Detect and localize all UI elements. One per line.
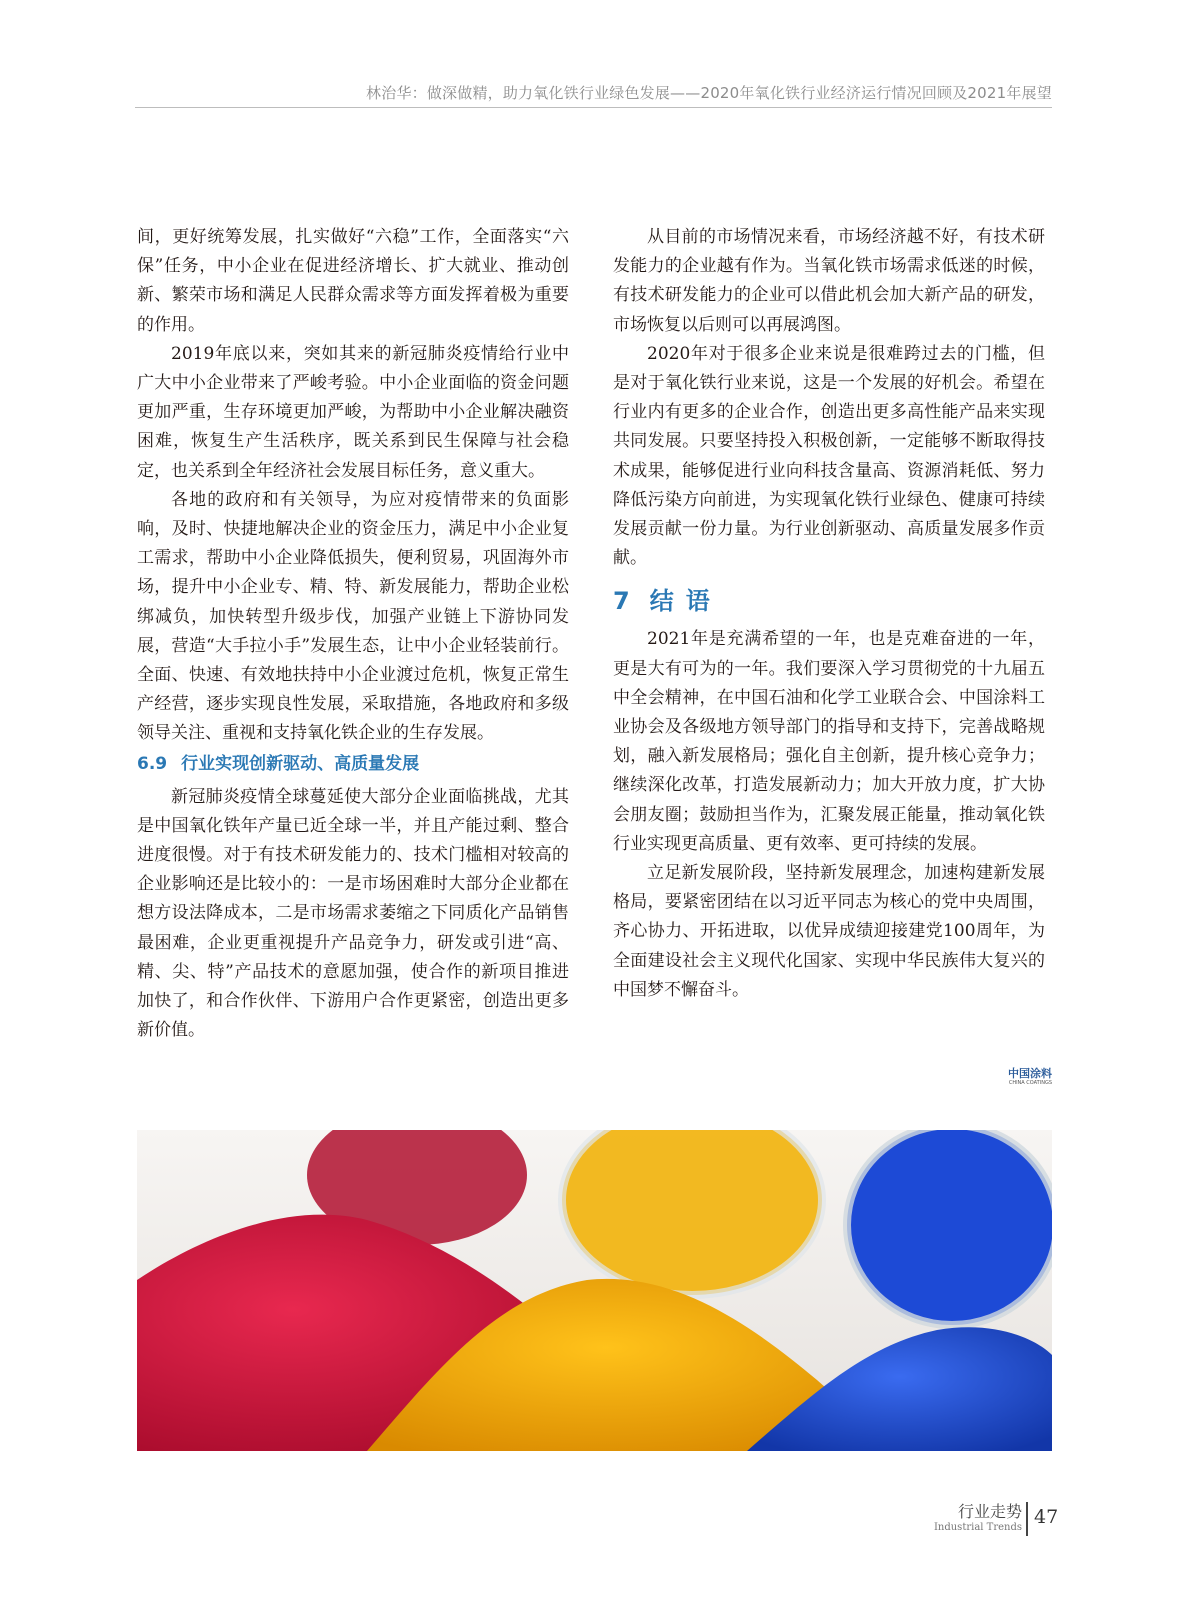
section-number: 7 — [613, 587, 632, 616]
left-paragraph-2: 2019年底以来，突如其来的新冠肺炎疫情给行业中广大中小企业带来了严峻考验。中小企业面临的资金问题更加严重，生存环境更加严峻，为帮助中小企业解决融资困难，恢复生产生活秩序，既关系到民生保障与社会稳定，也关系到全年经济社会发展目标任务，意义重大。 — [137, 343, 569, 481]
logo-text-cn: 中国涂料 — [1008, 1067, 1052, 1080]
pigment-illustration — [137, 1130, 1052, 1451]
left-paragraph-1: 间，更好统筹发展，扎实做好“六稳”工作，全面落实“六保”任务，中小企业在促进经济增长、扩大就业、推动创新、繁荣市场和满足人民群众需求等方面发挥着极为重要的作用。 — [137, 227, 569, 335]
right-paragraph-2: 2020年对于很多企业来说是很难跨过去的门槛，但是对于氧化铁行业来说，这是一个发展的好机会。希望在行业内有更多的企业合作，创造出更多高性能产品来实现共同发展。只要坚持投入积极创新，一定能够不断取得技术成果，能够促进行业向科技含量高、资源消耗低、努力降低污染方向前进，为实现氧化铁行业绿色、健康可持续发展贡献一份力量。为行业创新驱动、高质量发展多作贡献。 — [613, 343, 1045, 569]
section-heading — [613, 581, 1045, 621]
left-paragraph-4: 新冠肺炎疫情全球蔓延使大部分企业面临挑战，尤其是中国氧化铁年产量已近全球一半，并且产能过剩、整合进度很慢。对于有技术研发能力的、技术门槛相对较高的企业影响还是比较小的：一是市场困难时大部分企业都在想方设法降成本，二是市场需求萎缩之下同质化产品销售最困难，企业更重视提升产品竞争力，研发或引进“高、精、尖、特”产品技术的意愿加强，使合作的新项目推进加快了，和合作伙伴、下游用户合作更紧密，创造出更多新价值。 — [137, 786, 569, 1041]
logo-text-en: CHINA COATINGS — [1008, 1080, 1052, 1086]
left-paragraph-3: 各地的政府和有关领导，为应对疫情带来的负面影响，及时、快捷地解决企业的资金压力，满足中小企业复工需求，帮助中小企业降低损失，便利贸易，巩固海外市场，提升中小企业专、精、特、新发展能力，帮助企业松绑减负，加快转型升级步伐，加强产业链上下游协同发展，营造“大手拉小手”发展生态，让中小企业轻装前行。全面、快速、有效地扶持中小企业渡过危机，恢复正常生产经营，逐步实现良性发展，采取措施，各地政府和多级领导关注、重视和支持氧化铁企业的生存发展。 — [137, 489, 569, 744]
right-paragraph-1: 从目前的市场情况来看，市场经济越不好，有技术研发能力的企业越有作为。当氧化铁市场需求低迷的时候，有技术研发能力的企业可以借此机会加大新产品的研发，市场恢复以后则可以再展鸿图。 — [613, 227, 1045, 335]
footer-section-en: Industrial Trends — [933, 1522, 1022, 1533]
subsection-title: 行业实现创新驱动、高质量发展 — [181, 753, 420, 774]
right-paragraph-3: 2021年是充满希望的一年，也是克难奋进的一年，更是大有可为的一年。我们要深入学习贯彻党的十九届五中全会精神，在中国石油和化学工业联合会、中国涂料工业协会及各级地方领导部门的指导和支持下，完善战略规划，融入新发展格局；强化自主创新，提升核心竞争力；继续深化改革，打造发展新动力；加大开放力度，扩大协会朋友圈；鼓励担当作为，汇聚发展正能量，推动氧化铁行业实现更高质量、更有效率、更可持续的发展。 — [613, 629, 1045, 854]
china-coatings-logo — [990, 1067, 1052, 1087]
pigment-powder-photo — [137, 1130, 1052, 1451]
right-paragraph-4: 立足新发展阶段，坚持新发展理念，加速构建新发展格局，要紧密团结在以习近平同志为核心的党中央周围，齐心协力、开拓进取，以优异成绩迎接建党100周年，为全面建设社会主义现代化国家、实现中华民族伟大复兴的中国梦不懈奋斗。 — [613, 863, 1045, 1000]
footer-section-label — [934, 1502, 1022, 1534]
footer-divider — [1026, 1502, 1028, 1536]
subsection-heading — [137, 749, 569, 783]
right-column — [613, 223, 1045, 1005]
header-rule — [135, 107, 1052, 108]
page-number: 47 — [1034, 1506, 1059, 1528]
subsection-number: 6.9 — [137, 753, 168, 774]
left-column — [137, 223, 569, 1045]
running-title: 林治华：做深做精，助力氧化铁行业绿色发展——2020年氧化铁行业经济运行情况回顾及2021年展望 — [366, 84, 1052, 102]
footer-section-cn: 行业走势 — [957, 1502, 1022, 1521]
section-title: 结语 — [649, 587, 722, 616]
